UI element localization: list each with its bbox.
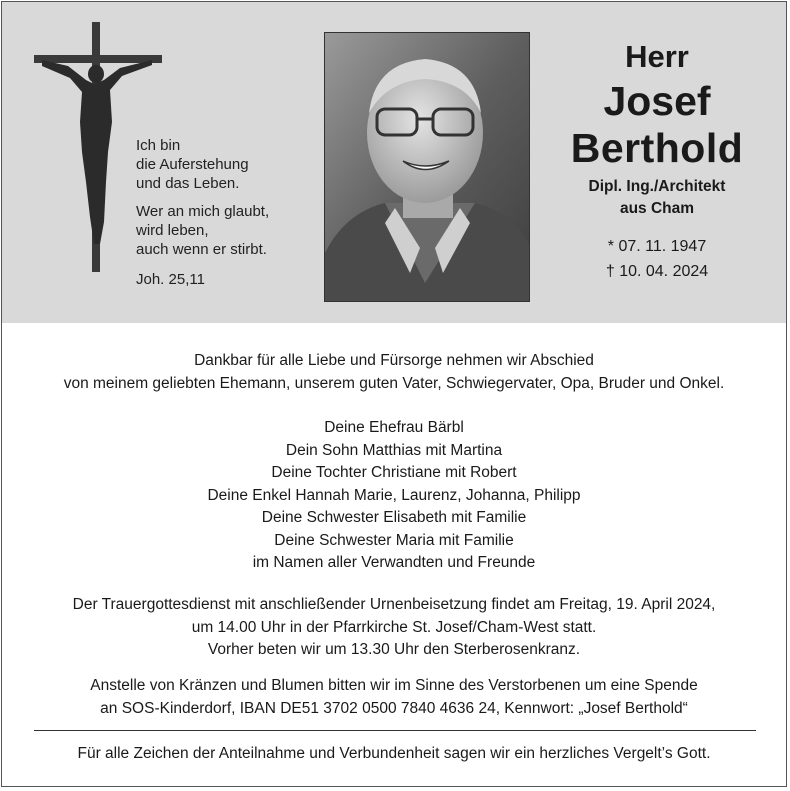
- mourner: Deine Ehefrau Bärbl: [324, 419, 464, 436]
- quote-reference: Joh. 25,11: [136, 271, 205, 288]
- life-dates: [550, 234, 764, 284]
- intro-line: Dankbar für alle Liebe und Fürsorge nehmen wir Abschied: [194, 352, 594, 369]
- birth-date: * 07. 11. 1947: [607, 238, 707, 255]
- quote-line: Ich bin: [136, 137, 181, 154]
- portrait-photo: [324, 32, 530, 302]
- bible-quote: [136, 136, 306, 289]
- mourners-list: [2, 417, 786, 575]
- mourner: Deine Schwester Elisabeth mit Familie: [261, 509, 527, 526]
- mourner: Deine Enkel Hannah Marie, Laurenz, Johanna, Philipp: [207, 486, 581, 504]
- mourner: Deine Schwester Maria mit Familie: [274, 531, 514, 549]
- mourner: im Namen aller Verwandten und Freunde: [252, 554, 536, 571]
- obituary-notice: [1, 1, 787, 787]
- quote-line: und das Leben.: [136, 175, 240, 192]
- thanks-line: [2, 743, 786, 766]
- thanks-text: Für alle Zeichen der Anteilnahme und Verbundenheit sagen wir ein herzliches Vergelt’s Gott.: [77, 745, 711, 762]
- donation-request: [2, 675, 786, 720]
- intro-text: [2, 350, 786, 395]
- quote-line: wird leben,: [136, 222, 209, 239]
- donation-line: Anstelle von Kränzen und Blumen bitten wir im Sinne des Verstorbenen um eine Spende: [90, 677, 698, 694]
- mourner: Dein Sohn Matthias mit Martina: [285, 441, 503, 459]
- mourner: Deine Tochter Christiane mit Robert: [271, 464, 517, 481]
- service-line: Vorher beten wir um 13.30 Uhr den Sterberosenkranz.: [207, 641, 581, 658]
- donation-line: an SOS-Kinderdorf, IBAN DE51 3702 0500 7840 4636 24, Kennwort: „Josef Berthold“: [100, 699, 688, 717]
- first-name: Josef: [603, 78, 711, 124]
- quote-line: auch wenn er stirbt.: [136, 241, 267, 258]
- professional-title: Dipl. Ing./Architekt: [588, 178, 726, 195]
- death-date: † 10. 04. 2024: [605, 263, 709, 280]
- last-name: Berthold: [570, 125, 744, 171]
- service-line: um 14.00 Uhr in der Pfarrkirche St. Josef/Cham-West statt.: [191, 618, 597, 636]
- header-band: [2, 2, 786, 323]
- quote-line: Wer an mich glaubt,: [136, 203, 270, 220]
- divider: [34, 730, 756, 731]
- service-line: Der Trauergottesdienst mit anschließender Urnenbeisetzung findet am Freitag, 19. April 2024,: [72, 596, 716, 613]
- deceased-info: [550, 36, 764, 284]
- intro-line: von meinem geliebten Ehemann, unserem guten Vater, Schwiegervater, Opa, Bruder und Onkel.: [63, 374, 725, 392]
- quote-line: die Auferstehung: [136, 156, 249, 173]
- origin: aus Cham: [619, 200, 695, 217]
- service-info: [2, 594, 786, 662]
- salutation: Herr: [625, 39, 689, 74]
